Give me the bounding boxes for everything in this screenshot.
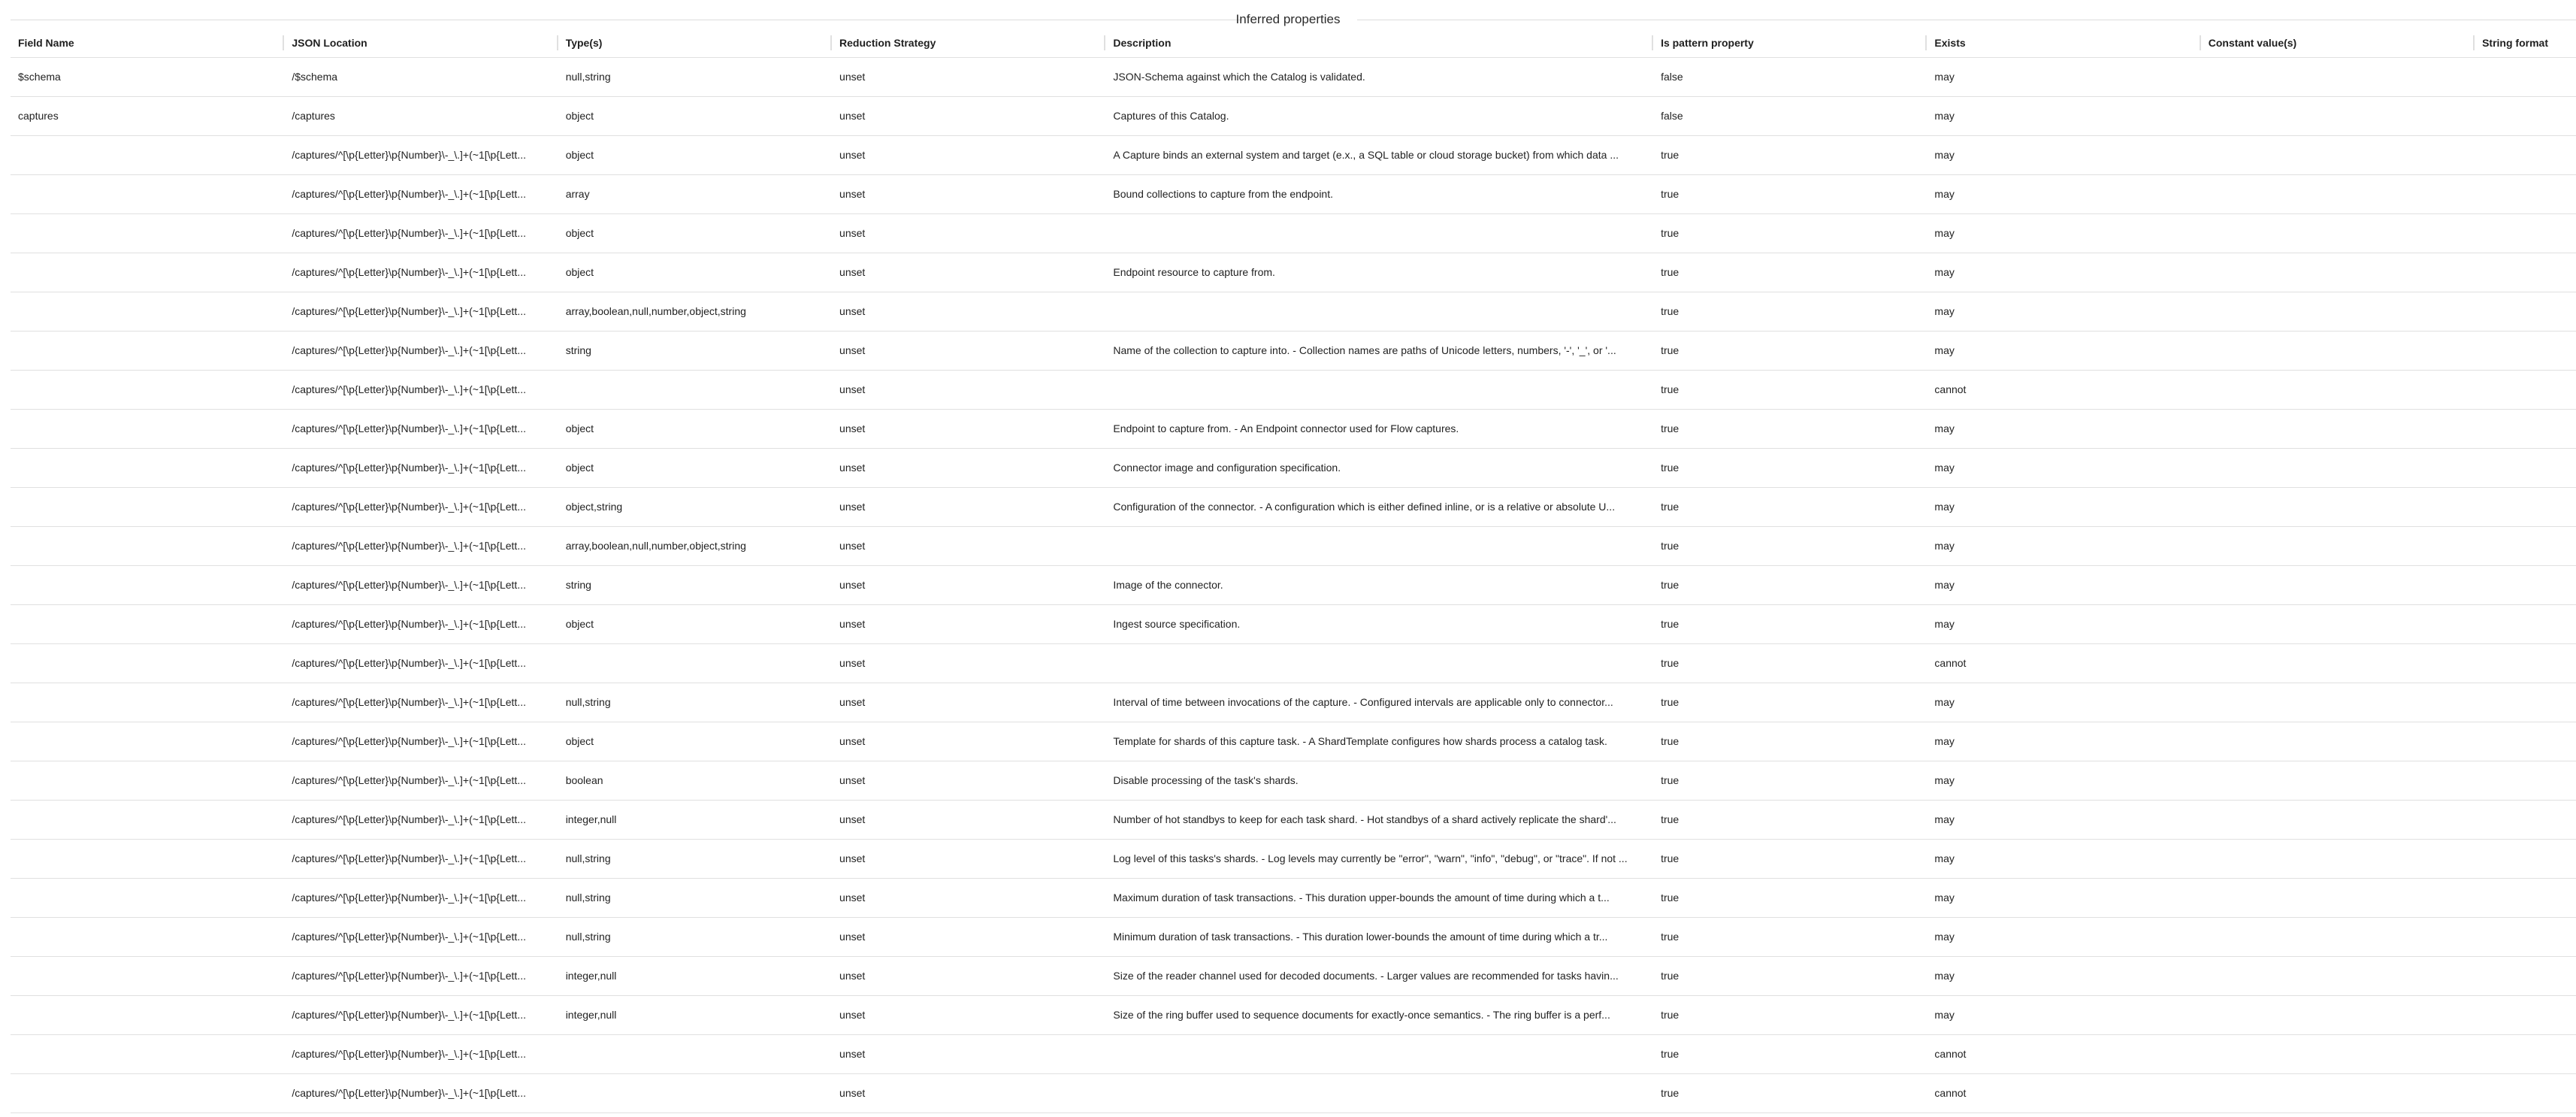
constant-values-cell — [2201, 57, 2475, 96]
field-name-cell — [11, 683, 284, 722]
field-name-cell — [11, 292, 284, 331]
field-name-cell — [11, 487, 284, 526]
constant-values-cell — [2201, 448, 2475, 487]
constant-values-cell — [2201, 565, 2475, 604]
is-pattern-property-cell: true — [1653, 526, 1927, 565]
description-cell — [1105, 292, 1653, 331]
constant-values-cell — [2201, 174, 2475, 213]
exists-cell: may — [1927, 292, 2200, 331]
description-cell: Configuration of the connector. - A configuration which is either defined inline, or is a relative or absolute U... — [1105, 487, 1653, 526]
constant-values-cell — [2201, 956, 2475, 995]
table-row[interactable] — [11, 800, 2576, 839]
table-row[interactable] — [11, 526, 2576, 565]
json-location-cell: /captures/^[\p{Letter}\p{Number}\-_\.]+(~1[\p{Lett... — [284, 956, 558, 995]
exists-cell: may — [1927, 604, 2200, 643]
is-pattern-property-cell: true — [1653, 800, 1927, 839]
string-format-cell — [2475, 761, 2576, 800]
types-cell: object — [558, 722, 832, 761]
string-format-cell — [2475, 135, 2576, 174]
column-header-types[interactable]: Type(s) — [558, 29, 832, 57]
exists-cell: may — [1927, 683, 2200, 722]
constant-values-cell — [2201, 761, 2475, 800]
column-header-field-name[interactable]: Field Name — [11, 29, 284, 57]
constant-values-cell — [2201, 96, 2475, 135]
table-row[interactable] — [11, 1034, 2576, 1073]
field-name-cell — [11, 253, 284, 292]
table-row[interactable] — [11, 331, 2576, 370]
exists-cell: may — [1927, 57, 2200, 96]
table-row[interactable] — [11, 604, 2576, 643]
field-name-cell: $schema — [11, 57, 284, 96]
exists-cell: may — [1927, 761, 2200, 800]
exists-cell: may — [1927, 839, 2200, 878]
constant-values-cell — [2201, 839, 2475, 878]
exists-cell: may — [1927, 995, 2200, 1034]
is-pattern-property-cell: false — [1653, 57, 1927, 96]
table-row[interactable] — [11, 174, 2576, 213]
table-row[interactable] — [11, 292, 2576, 331]
exists-cell: may — [1927, 331, 2200, 370]
types-cell — [558, 1034, 832, 1073]
is-pattern-property-cell: true — [1653, 878, 1927, 917]
description-cell: Ingest source specification. — [1105, 604, 1653, 643]
description-cell — [1105, 526, 1653, 565]
description-cell — [1105, 1073, 1653, 1112]
table-row[interactable] — [11, 761, 2576, 800]
json-location-cell: /captures/^[\p{Letter}\p{Number}\-_\.]+(~1[\p{Lett... — [284, 878, 558, 917]
exists-cell: may — [1927, 565, 2200, 604]
table-row[interactable] — [11, 643, 2576, 683]
json-location-cell: /captures/^[\p{Letter}\p{Number}\-_\.]+(~1[\p{Lett... — [284, 683, 558, 722]
is-pattern-property-cell: true — [1653, 370, 1927, 409]
is-pattern-property-cell: true — [1653, 1034, 1927, 1073]
json-location-cell: /captures/^[\p{Letter}\p{Number}\-_\.]+(~1[\p{Lett... — [284, 331, 558, 370]
json-location-cell: /captures/^[\p{Letter}\p{Number}\-_\.]+(~1[\p{Lett... — [284, 565, 558, 604]
reduction-strategy-cell: unset — [832, 526, 1105, 565]
table-row[interactable] — [11, 565, 2576, 604]
reduction-strategy-cell: unset — [832, 800, 1105, 839]
column-header-description[interactable]: Description — [1105, 29, 1653, 57]
constant-values-cell — [2201, 995, 2475, 1034]
json-location-cell: /captures/^[\p{Letter}\p{Number}\-_\.]+(~1[\p{Lett... — [284, 370, 558, 409]
is-pattern-property-cell: true — [1653, 683, 1927, 722]
field-name-cell — [11, 174, 284, 213]
string-format-cell — [2475, 213, 2576, 253]
section-title: Inferred properties — [1235, 12, 1341, 26]
json-location-cell: /captures/^[\p{Letter}\p{Number}\-_\.]+(~1[\p{Lett... — [284, 487, 558, 526]
constant-values-cell — [2201, 487, 2475, 526]
constant-values-cell — [2201, 604, 2475, 643]
field-name-cell — [11, 722, 284, 761]
types-cell: integer,null — [558, 800, 832, 839]
description-cell: Bound collections to capture from the endpoint. — [1105, 174, 1653, 213]
field-name-cell: captures — [11, 96, 284, 135]
exists-cell: may — [1927, 409, 2200, 448]
is-pattern-property-cell: true — [1653, 722, 1927, 761]
field-name-cell — [11, 604, 284, 643]
table-row[interactable] — [11, 57, 2576, 96]
table-row[interactable] — [11, 253, 2576, 292]
constant-values-cell — [2201, 878, 2475, 917]
types-cell — [558, 370, 832, 409]
json-location-cell: /captures/^[\p{Letter}\p{Number}\-_\.]+(~1[\p{Lett... — [284, 448, 558, 487]
string-format-cell — [2475, 1073, 2576, 1112]
table-row[interactable] — [11, 878, 2576, 917]
is-pattern-property-cell: true — [1653, 487, 1927, 526]
exists-cell: cannot — [1927, 1073, 2200, 1112]
constant-values-cell — [2201, 643, 2475, 683]
json-location-cell: /captures/^[\p{Letter}\p{Number}\-_\.]+(~1[\p{Lett... — [284, 917, 558, 956]
constant-values-cell — [2201, 683, 2475, 722]
reduction-strategy-cell: unset — [832, 1073, 1105, 1112]
reduction-strategy-cell: unset — [832, 135, 1105, 174]
string-format-cell — [2475, 526, 2576, 565]
types-cell: object — [558, 448, 832, 487]
description-cell: Maximum duration of task transactions. - This duration upper-bounds the amount of time during which a t... — [1105, 878, 1653, 917]
json-location-cell: /captures/^[\p{Letter}\p{Number}\-_\.]+(~1[\p{Lett... — [284, 135, 558, 174]
string-format-cell — [2475, 57, 2576, 96]
string-format-cell — [2475, 683, 2576, 722]
description-cell: Interval of time between invocations of the capture. - Configured intervals are applicable only to connector... — [1105, 683, 1653, 722]
types-cell: string — [558, 565, 832, 604]
field-name-cell — [11, 878, 284, 917]
types-cell — [558, 1073, 832, 1112]
is-pattern-property-cell: true — [1653, 292, 1927, 331]
is-pattern-property-cell: true — [1653, 174, 1927, 213]
is-pattern-property-cell: true — [1653, 135, 1927, 174]
constant-values-cell — [2201, 409, 2475, 448]
field-name-cell — [11, 643, 284, 683]
is-pattern-property-cell: true — [1653, 253, 1927, 292]
string-format-cell — [2475, 995, 2576, 1034]
is-pattern-property-cell: true — [1653, 917, 1927, 956]
reduction-strategy-cell: unset — [832, 253, 1105, 292]
string-format-cell — [2475, 448, 2576, 487]
constant-values-cell — [2201, 1034, 2475, 1073]
exists-cell: may — [1927, 800, 2200, 839]
json-location-cell: /captures — [284, 96, 558, 135]
description-cell: Template for shards of this capture task. - A ShardTemplate configures how shards process a catalog task. — [1105, 722, 1653, 761]
string-format-cell — [2475, 565, 2576, 604]
description-cell: Size of the ring buffer used to sequence documents for exactly-once semantics. - The ring buffer is a perf... — [1105, 995, 1653, 1034]
field-name-cell — [11, 448, 284, 487]
json-location-cell: /$schema — [284, 57, 558, 96]
reduction-strategy-cell: unset — [832, 370, 1105, 409]
constant-values-cell — [2201, 331, 2475, 370]
field-name-cell — [11, 800, 284, 839]
table-row[interactable] — [11, 917, 2576, 956]
types-cell — [558, 643, 832, 683]
types-cell: string — [558, 331, 832, 370]
types-cell: object — [558, 253, 832, 292]
constant-values-cell — [2201, 800, 2475, 839]
column-header-exists[interactable]: Exists — [1927, 29, 2200, 57]
table-body — [11, 57, 2576, 1112]
is-pattern-property-cell: true — [1653, 409, 1927, 448]
reduction-strategy-cell: unset — [832, 917, 1105, 956]
string-format-cell — [2475, 800, 2576, 839]
types-cell: null,string — [558, 878, 832, 917]
string-format-cell — [2475, 370, 2576, 409]
reduction-strategy-cell: unset — [832, 409, 1105, 448]
types-cell: boolean — [558, 761, 832, 800]
string-format-cell — [2475, 96, 2576, 135]
description-cell: Captures of this Catalog. — [1105, 96, 1653, 135]
json-location-cell: /captures/^[\p{Letter}\p{Number}\-_\.]+(~1[\p{Lett... — [284, 526, 558, 565]
types-cell: array,boolean,null,number,object,string — [558, 526, 832, 565]
table-header-row — [11, 29, 2576, 57]
types-cell: null,string — [558, 839, 832, 878]
types-cell: array — [558, 174, 832, 213]
description-cell — [1105, 643, 1653, 683]
json-location-cell: /captures/^[\p{Letter}\p{Number}\-_\.]+(~1[\p{Lett... — [284, 839, 558, 878]
string-format-cell — [2475, 331, 2576, 370]
description-cell — [1105, 1034, 1653, 1073]
description-cell: Endpoint to capture from. - An Endpoint connector used for Flow captures. — [1105, 409, 1653, 448]
field-name-cell — [11, 839, 284, 878]
constant-values-cell — [2201, 1073, 2475, 1112]
is-pattern-property-cell: false — [1653, 96, 1927, 135]
reduction-strategy-cell: unset — [832, 722, 1105, 761]
table-row[interactable] — [11, 995, 2576, 1034]
types-cell: integer,null — [558, 956, 832, 995]
is-pattern-property-cell: true — [1653, 604, 1927, 643]
constant-values-cell — [2201, 292, 2475, 331]
reduction-strategy-cell: unset — [832, 96, 1105, 135]
string-format-cell — [2475, 643, 2576, 683]
reduction-strategy-cell: unset — [832, 174, 1105, 213]
reduction-strategy-cell: unset — [832, 565, 1105, 604]
column-header-json-location[interactable]: JSON Location — [284, 29, 558, 57]
string-format-cell — [2475, 292, 2576, 331]
reduction-strategy-cell: unset — [832, 878, 1105, 917]
field-name-cell — [11, 526, 284, 565]
reduction-strategy-cell: unset — [832, 57, 1105, 96]
field-name-cell — [11, 370, 284, 409]
string-format-cell — [2475, 174, 2576, 213]
types-cell: integer,null — [558, 995, 832, 1034]
string-format-cell — [2475, 604, 2576, 643]
reduction-strategy-cell: unset — [832, 487, 1105, 526]
is-pattern-property-cell: true — [1653, 565, 1927, 604]
description-cell: Connector image and configuration specification. — [1105, 448, 1653, 487]
string-format-cell — [2475, 917, 2576, 956]
types-cell: object — [558, 96, 832, 135]
is-pattern-property-cell: true — [1653, 995, 1927, 1034]
column-header-constant-values[interactable]: Constant value(s) — [2201, 29, 2475, 57]
json-location-cell: /captures/^[\p{Letter}\p{Number}\-_\.]+(~1[\p{Lett... — [284, 253, 558, 292]
field-name-cell — [11, 331, 284, 370]
is-pattern-property-cell: true — [1653, 956, 1927, 995]
json-location-cell: /captures/^[\p{Letter}\p{Number}\-_\.]+(~1[\p{Lett... — [284, 213, 558, 253]
exists-cell: may — [1927, 917, 2200, 956]
field-name-cell — [11, 956, 284, 995]
constant-values-cell — [2201, 722, 2475, 761]
description-cell: Size of the reader channel used for decoded documents. - Larger values are recommended for tasks havin... — [1105, 956, 1653, 995]
table-row[interactable] — [11, 213, 2576, 253]
reduction-strategy-cell: unset — [832, 956, 1105, 995]
string-format-cell — [2475, 253, 2576, 292]
field-name-cell — [11, 917, 284, 956]
exists-cell: cannot — [1927, 643, 2200, 683]
field-name-cell — [11, 1073, 284, 1112]
constant-values-cell — [2201, 526, 2475, 565]
string-format-cell — [2475, 956, 2576, 995]
field-name-cell — [11, 135, 284, 174]
constant-values-cell — [2201, 370, 2475, 409]
exists-cell: may — [1927, 135, 2200, 174]
description-cell: Endpoint resource to capture from. — [1105, 253, 1653, 292]
table-row[interactable] — [11, 409, 2576, 448]
is-pattern-property-cell: true — [1653, 448, 1927, 487]
constant-values-cell — [2201, 135, 2475, 174]
field-name-cell — [11, 761, 284, 800]
table-row[interactable] — [11, 487, 2576, 526]
types-cell: null,string — [558, 917, 832, 956]
table-row[interactable] — [11, 683, 2576, 722]
column-header-string-format[interactable]: String format — [2475, 29, 2576, 57]
description-cell — [1105, 370, 1653, 409]
types-cell: object — [558, 409, 832, 448]
column-header-is-pattern-property[interactable]: Is pattern property — [1653, 29, 1927, 57]
json-location-cell: /captures/^[\p{Letter}\p{Number}\-_\.]+(~1[\p{Lett... — [284, 292, 558, 331]
inferred-properties-table — [11, 29, 2576, 1113]
field-name-cell — [11, 995, 284, 1034]
table-row[interactable] — [11, 1073, 2576, 1112]
table-row[interactable] — [11, 956, 2576, 995]
reduction-strategy-cell: unset — [832, 839, 1105, 878]
types-cell: object,string — [558, 487, 832, 526]
exists-cell: may — [1927, 174, 2200, 213]
types-cell: object — [558, 135, 832, 174]
json-location-cell: /captures/^[\p{Letter}\p{Number}\-_\.]+(~1[\p{Lett... — [284, 1034, 558, 1073]
constant-values-cell — [2201, 253, 2475, 292]
is-pattern-property-cell: true — [1653, 213, 1927, 253]
column-header-reduction-strategy[interactable]: Reduction Strategy — [832, 29, 1105, 57]
json-location-cell: /captures/^[\p{Letter}\p{Number}\-_\.]+(~1[\p{Lett... — [284, 604, 558, 643]
is-pattern-property-cell: true — [1653, 761, 1927, 800]
json-location-cell: /captures/^[\p{Letter}\p{Number}\-_\.]+(~1[\p{Lett... — [284, 409, 558, 448]
description-cell: JSON-Schema against which the Catalog is validated. — [1105, 57, 1653, 96]
types-cell: array,boolean,null,number,object,string — [558, 292, 832, 331]
string-format-cell — [2475, 1034, 2576, 1073]
is-pattern-property-cell: true — [1653, 839, 1927, 878]
reduction-strategy-cell: unset — [832, 1034, 1105, 1073]
field-name-cell — [11, 213, 284, 253]
types-cell: null,string — [558, 683, 832, 722]
json-location-cell: /captures/^[\p{Letter}\p{Number}\-_\.]+(~1[\p{Lett... — [284, 761, 558, 800]
constant-values-cell — [2201, 213, 2475, 253]
description-cell: Name of the collection to capture into. - Collection names are paths of Unicode letters, numbers, '-', '_', or '... — [1105, 331, 1653, 370]
exists-cell: cannot — [1927, 370, 2200, 409]
description-cell: Image of the connector. — [1105, 565, 1653, 604]
reduction-strategy-cell: unset — [832, 995, 1105, 1034]
json-location-cell: /captures/^[\p{Letter}\p{Number}\-_\.]+(~1[\p{Lett... — [284, 1073, 558, 1112]
string-format-cell — [2475, 409, 2576, 448]
reduction-strategy-cell: unset — [832, 292, 1105, 331]
exists-cell: may — [1927, 956, 2200, 995]
reduction-strategy-cell: unset — [832, 448, 1105, 487]
is-pattern-property-cell: true — [1653, 331, 1927, 370]
is-pattern-property-cell: true — [1653, 643, 1927, 683]
reduction-strategy-cell: unset — [832, 761, 1105, 800]
exists-cell: may — [1927, 96, 2200, 135]
json-location-cell: /captures/^[\p{Letter}\p{Number}\-_\.]+(~1[\p{Lett... — [284, 722, 558, 761]
description-cell — [1105, 213, 1653, 253]
reduction-strategy-cell: unset — [832, 604, 1105, 643]
field-name-cell — [11, 565, 284, 604]
table-row[interactable] — [11, 839, 2576, 878]
string-format-cell — [2475, 839, 2576, 878]
reduction-strategy-cell: unset — [832, 643, 1105, 683]
table-row[interactable] — [11, 135, 2576, 174]
json-location-cell: /captures/^[\p{Letter}\p{Number}\-_\.]+(~1[\p{Lett... — [284, 643, 558, 683]
json-location-cell: /captures/^[\p{Letter}\p{Number}\-_\.]+(~1[\p{Lett... — [284, 800, 558, 839]
exists-cell: may — [1927, 253, 2200, 292]
table-row[interactable] — [11, 96, 2576, 135]
reduction-strategy-cell: unset — [832, 683, 1105, 722]
types-cell: object — [558, 604, 832, 643]
reduction-strategy-cell: unset — [832, 331, 1105, 370]
description-cell: Log level of this tasks's shards. - Log levels may currently be "error", "warn", "info", "debug", or "trace". If not ... — [1105, 839, 1653, 878]
description-cell: Disable processing of the task's shards. — [1105, 761, 1653, 800]
types-cell: null,string — [558, 57, 832, 96]
description-cell: A Capture binds an external system and target (e.x., a SQL table or cloud storage bucket) from which data ... — [1105, 135, 1653, 174]
string-format-cell — [2475, 878, 2576, 917]
table-row[interactable] — [11, 722, 2576, 761]
types-cell: object — [558, 213, 832, 253]
table-row[interactable] — [11, 370, 2576, 409]
table-row[interactable] — [11, 448, 2576, 487]
string-format-cell — [2475, 487, 2576, 526]
string-format-cell — [2475, 722, 2576, 761]
json-location-cell: /captures/^[\p{Letter}\p{Number}\-_\.]+(~1[\p{Lett... — [284, 995, 558, 1034]
exists-cell: may — [1927, 722, 2200, 761]
exists-cell: cannot — [1927, 1034, 2200, 1073]
exists-cell: may — [1927, 213, 2200, 253]
exists-cell: may — [1927, 878, 2200, 917]
field-name-cell — [11, 409, 284, 448]
exists-cell: may — [1927, 448, 2200, 487]
is-pattern-property-cell: true — [1653, 1073, 1927, 1112]
reduction-strategy-cell: unset — [832, 213, 1105, 253]
json-location-cell: /captures/^[\p{Letter}\p{Number}\-_\.]+(~1[\p{Lett... — [284, 174, 558, 213]
exists-cell: may — [1927, 526, 2200, 565]
constant-values-cell — [2201, 917, 2475, 956]
description-cell: Number of hot standbys to keep for each task shard. - Hot standbys of a shard actively replicate the shard'... — [1105, 800, 1653, 839]
description-cell: Minimum duration of task transactions. - This duration lower-bounds the amount of time during which a tr... — [1105, 917, 1653, 956]
exists-cell: may — [1927, 487, 2200, 526]
field-name-cell — [11, 1034, 284, 1073]
